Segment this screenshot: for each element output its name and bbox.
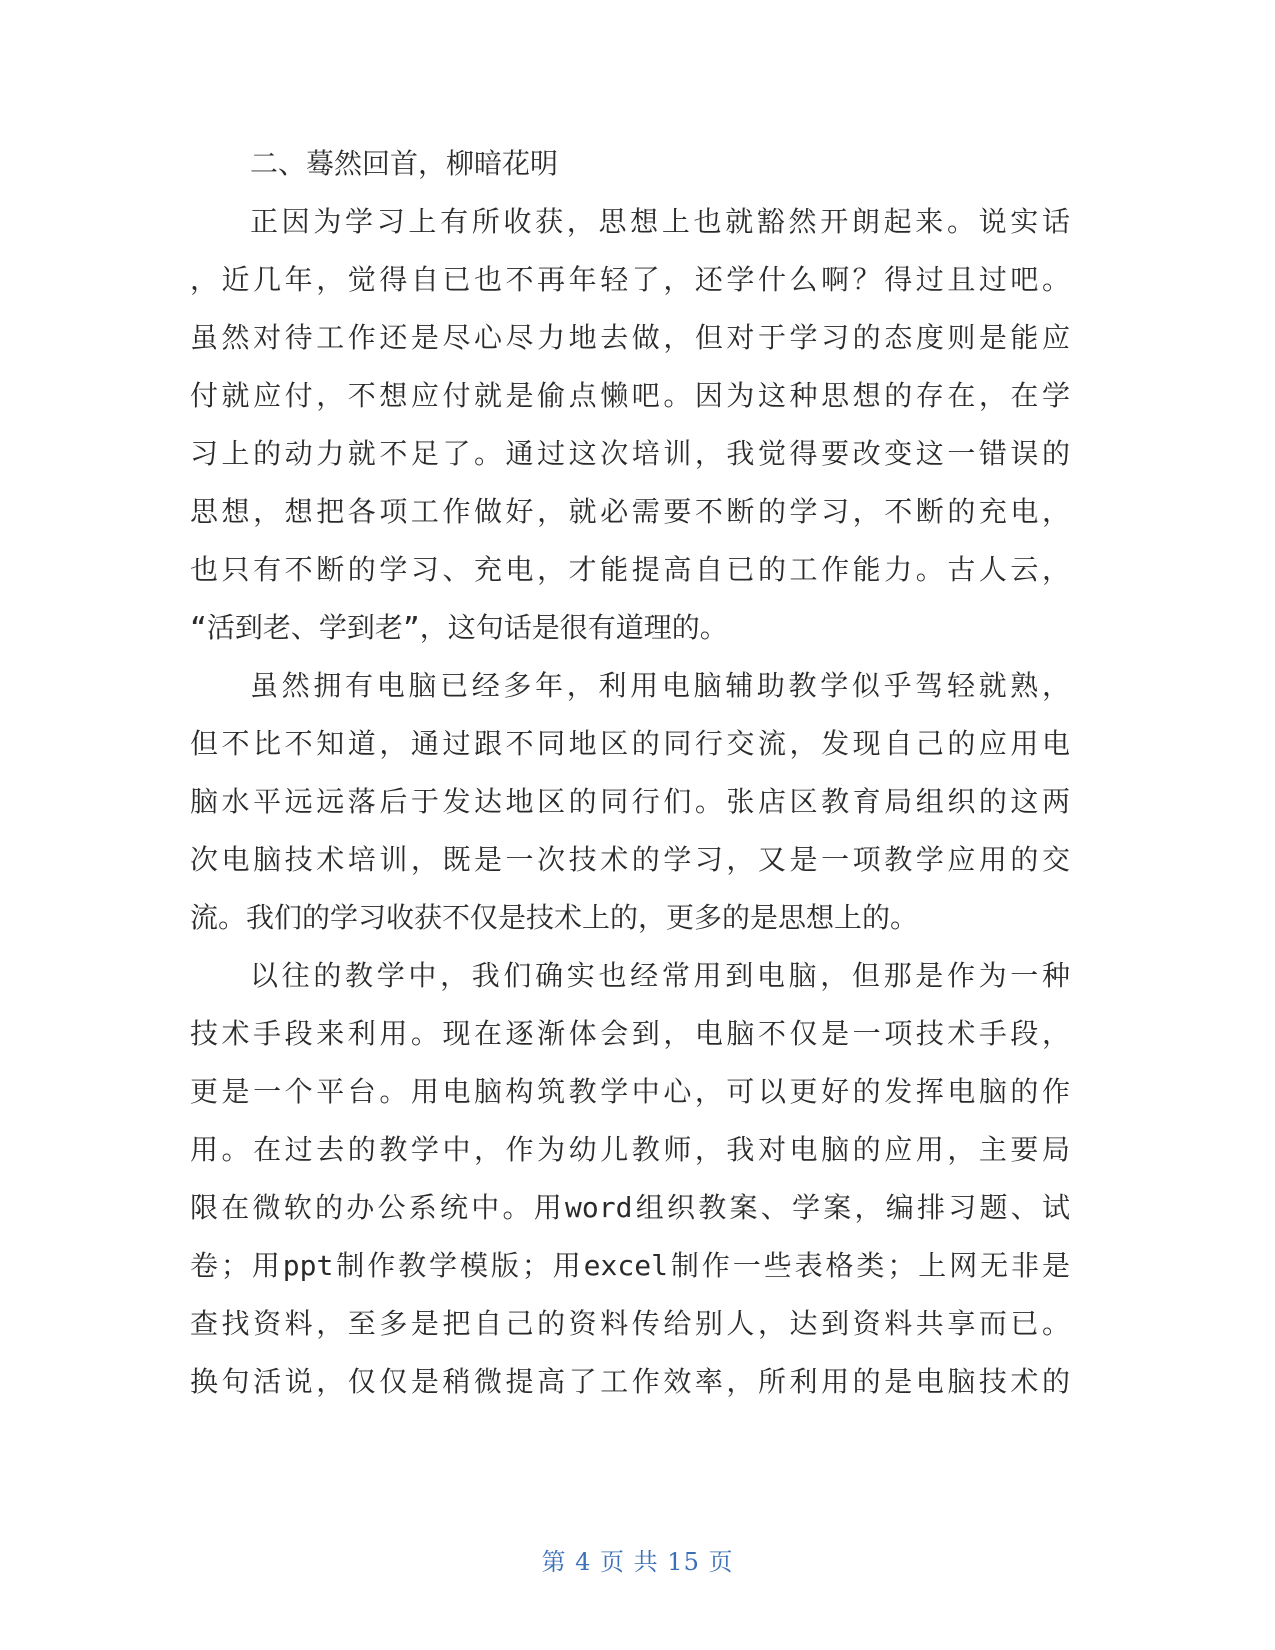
paragraph-line: 限在微软的办公系统中。用word组织教案、学案，编排习题、试 [190, 1191, 1070, 1224]
paragraph-line: 正因为学习上有所收获，思想上也就豁然开朗起来。说实话 [250, 205, 1070, 238]
paragraph-line: 次电脑技术培训，既是一次技术的学习，又是一项教学应用的交 [190, 843, 1070, 876]
page-number: 第 4 页 共 15 页 [541, 1548, 734, 1576]
paragraph-line: 用。在过去的教学中，作为幼儿教师，我对电脑的应用，主要局 [190, 1133, 1070, 1166]
paragraph-line: 更是一个平台。用电脑构筑教学中心，可以更好的发挥电脑的作 [190, 1075, 1070, 1108]
paragraph-line: 脑水平远远落后于发达地区的同行们。张店区教育局组织的这两 [190, 785, 1070, 818]
paragraph-line: 查找资料，至多是把自己的资料传给别人，达到资料共享而已。 [190, 1307, 1070, 1340]
paragraph-line: 习上的动力就不足了。通过这次培训，我觉得要改变这一错误的 [190, 437, 1070, 470]
paragraph-line: ，近几年，觉得自已也不再年轻了，还学什么啊？得过且过吧。 [190, 263, 1070, 296]
paragraph-line: 但不比不知道，通过跟不同地区的同行交流，发现自己的应用电 [190, 727, 1070, 760]
section-heading: 二、蓦然回首，柳暗花明 [250, 147, 559, 180]
paragraph-line: 虽然拥有电脑已经多年，利用电脑辅助教学似乎驾轻就熟， [250, 669, 1070, 702]
paragraph-line: 虽然对待工作还是尽心尽力地去做，但对于学习的态度则是能应 [190, 321, 1070, 354]
paragraph-line: 换句活说，仅仅是稍微提高了工作效率，所利用的是电脑技术的 [190, 1365, 1070, 1398]
paragraph-line: 也只有不断的学习、充电，才能提高自已的工作能力。古人云， [190, 553, 1070, 586]
paragraph-line: 卷；用ppt制作教学模版；用excel制作一些表格类；上网无非是 [190, 1249, 1070, 1282]
paragraph-line: 流。我们的学习收获不仅是技术上的，更多的是思想上的。 [190, 901, 919, 934]
paragraph-line: 以往的教学中，我们确实也经常用到电脑，但那是作为一种 [250, 959, 1070, 992]
paragraph-line: 思想，想把各项工作做好，就必需要不断的学习，不断的充电， [190, 495, 1070, 528]
paragraph-line: 技术手段来利用。现在逐渐体会到，电脑不仅是一项技术手段， [190, 1017, 1070, 1050]
paragraph-line: 付就应付，不想应付就是偷点懒吧。因为这种思想的存在，在学 [190, 379, 1070, 412]
paragraph-line: “活到老、学到老”，这句话是很有道理的。 [190, 611, 728, 644]
